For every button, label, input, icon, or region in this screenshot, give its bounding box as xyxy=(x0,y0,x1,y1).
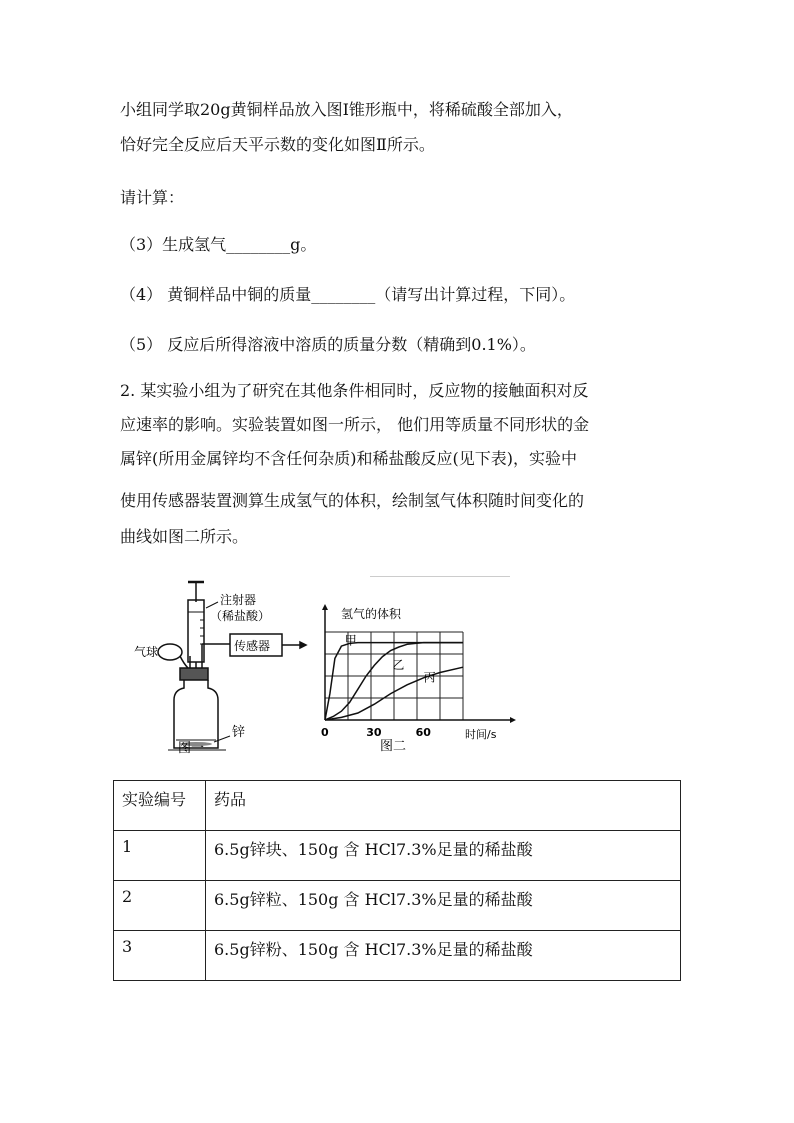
series-label: 丙 xyxy=(423,670,436,685)
question-3: （3）生成氢气________g。 xyxy=(120,235,317,254)
table-cell: 6.5g锌粒、150g 含 HCl7.3%足量的稀盐酸 xyxy=(206,881,681,931)
x-axis-label: 时间/s xyxy=(465,728,497,741)
hydrogen-volume-chart xyxy=(321,604,516,754)
syringe-label: 注射器 xyxy=(220,593,257,607)
table-cell: 6.5g锌粉、150g 含 HCl7.3%足量的稀盐酸 xyxy=(206,931,681,981)
bottle-icon xyxy=(174,680,218,748)
x-tick-label: 30 xyxy=(366,726,382,739)
calc-heading: 请计算： xyxy=(120,188,185,207)
sensor-label: 传感器 xyxy=(234,639,271,653)
balloon-icon xyxy=(158,644,182,660)
x-tick-label: 0 xyxy=(321,726,329,739)
figure-one-caption: 图一 xyxy=(178,741,205,756)
question-4: （4） 黄铜样品中铜的质量________（请写出计算过程，下同）。 xyxy=(120,285,576,304)
table-row xyxy=(114,881,681,931)
paragraph-line: 恰好完全反应后天平示数的变化如图Ⅱ所示。 xyxy=(120,135,435,154)
table-row xyxy=(114,931,681,981)
paragraph-line: 应速率的影响。实验装置如图一所示， 他们用等质量不同形状的金 xyxy=(120,415,590,434)
paragraph-line: 2. 某实验小组为了研究在其他条件相同时，反应物的接触面积对反 xyxy=(120,381,589,400)
y-axis-label: 氢气的体积 xyxy=(341,607,402,621)
acid-label: （稀盐酸） xyxy=(210,609,271,623)
series-label: 乙 xyxy=(392,657,405,672)
table-cell: 3 xyxy=(114,931,206,981)
y-axis-arrow xyxy=(322,604,328,610)
experiment-figure xyxy=(130,572,530,762)
question-5: （5） 反应后所得溶液中溶质的质量分数（精确到0.1%）。 xyxy=(120,335,536,354)
x-tick-label: 60 xyxy=(415,726,431,739)
figure-two-caption: 图二 xyxy=(380,739,407,754)
table-row xyxy=(114,831,681,881)
table-cell: 6.5g锌块、150g 含 HCl7.3%足量的稀盐酸 xyxy=(206,831,681,881)
table-header-row xyxy=(114,781,681,831)
table-cell: 2 xyxy=(114,881,206,931)
table-header-cell: 实验编号 xyxy=(114,781,206,831)
zinc-label: 锌 xyxy=(232,725,246,740)
table-cell: 1 xyxy=(114,831,206,881)
experiment-table xyxy=(113,780,681,981)
paragraph-line: 曲线如图二所示。 xyxy=(120,527,249,546)
balloon-label: 气球 xyxy=(134,645,159,659)
paragraph-line: 小组同学取20g黄铜样品放入图Ⅰ锥形瓶中，将稀硫酸全部加入， xyxy=(120,100,573,119)
paragraph-line: 使用传感器装置测算生成氢气的体积，绘制氢气体积随时间变化的 xyxy=(120,491,585,510)
paragraph-line: 属锌(所用金属锌均不含任何杂质)和稀盐酸反应(见下表)，实验中 xyxy=(120,449,577,468)
table-header-cell: 药品 xyxy=(206,781,681,831)
series-label: 甲 xyxy=(344,633,357,648)
x-axis-arrow xyxy=(510,717,516,723)
